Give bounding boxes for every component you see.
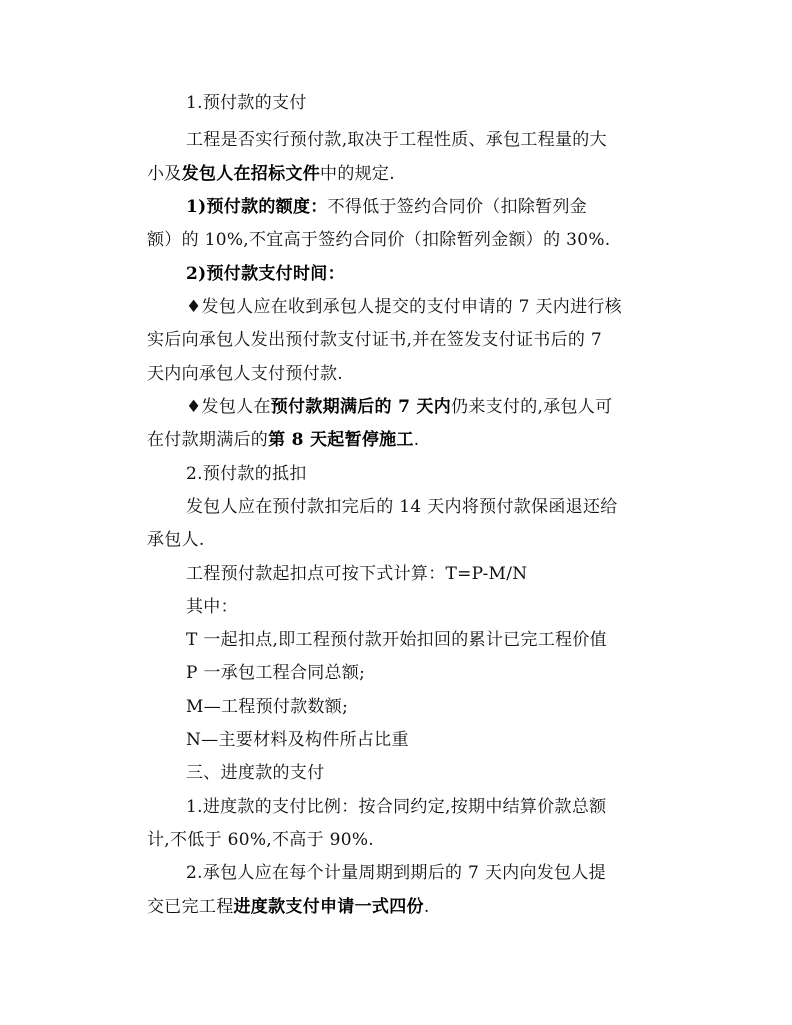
text-segment: 发包人应在预付款扣完后的 14 天内将预付款保函退还给	[186, 497, 618, 517]
text-segment: 2.承包人应在每个计量周期到期后的 7 天内向发包人提	[186, 863, 606, 883]
bold-segment: 预付款期满后的 7 天内	[270, 397, 452, 417]
text-segment: 承包人.	[147, 530, 205, 550]
heading-progress-payment	[186, 762, 686, 784]
text-segment: 不得低于签约合同价（扣除暂列金	[327, 197, 588, 217]
text-segment: ♦发包人在	[186, 397, 271, 417]
paragraph-line	[186, 396, 686, 418]
text-segment: 1.进度款的支付比例：按合同约定,按期中结算价款总额	[186, 797, 607, 817]
paragraph-line	[147, 363, 647, 385]
definition-line	[186, 662, 686, 684]
bold-segment: 1)预付款的额度：	[186, 197, 328, 217]
text-segment: M—工程预付款数额;	[186, 697, 349, 717]
paragraph-line	[147, 163, 647, 185]
text-segment: 工程是否实行预付款,取决于工程性质、承包工程量的大	[186, 130, 607, 150]
paragraph-line	[147, 896, 647, 918]
text-segment: 实后向承包人发出预付款支付证书,并在签发支付证书后的 7	[147, 330, 603, 350]
bold-segment: 2)预付款支付时间：	[186, 264, 345, 284]
paragraph-line	[147, 229, 647, 251]
text-segment: 仍来支付的,承包人可	[451, 397, 613, 417]
paragraph-line	[147, 329, 647, 351]
bold-segment: 第 8 天起暂停施工	[268, 430, 414, 450]
bold-segment: 发包人在招标文件	[181, 164, 321, 184]
paragraph-line	[147, 529, 647, 551]
text-segment: 中的规定.	[320, 164, 395, 184]
text-segment: 1.预付款的支付	[186, 93, 307, 113]
paragraph-line	[186, 496, 686, 518]
text-segment: 交已完工程	[147, 897, 234, 917]
paragraph-line	[186, 296, 686, 318]
text-segment: 额）的 10%,不宜高于签约合同价（扣除暂列金额）的 30%.	[147, 230, 611, 250]
paragraph-line	[186, 862, 686, 884]
text-segment: 小及	[147, 164, 182, 184]
bold-segment: 进度款支付申请一式四份	[233, 897, 424, 917]
definition-line	[186, 729, 686, 751]
text-segment: 工程预付款起扣点可按下式计算：T=P-M/N	[186, 564, 528, 584]
formula-line	[186, 563, 686, 585]
text-segment: 其中：	[186, 597, 238, 617]
text-segment: .	[413, 430, 420, 450]
text-segment: .	[423, 897, 430, 917]
text-segment: 计,不低于 60%,不高于 90%.	[147, 830, 374, 850]
paragraph-line	[186, 129, 686, 151]
text-segment: N—主要材料及构件所占比重	[186, 730, 409, 750]
paragraph-line	[186, 196, 686, 218]
definition-line	[186, 696, 686, 718]
paragraph-line	[147, 429, 647, 451]
heading-advance-payment	[186, 92, 686, 114]
text-segment: T 一起扣点,即工程预付款开始扣回的累计已完工程价值	[186, 630, 607, 650]
text-segment: 天内向承包人支付预付款.	[147, 364, 344, 384]
text-segment: 三、进度款的支付	[186, 763, 325, 783]
heading-deduction	[186, 463, 686, 485]
text-segment: 2.预付款的抵扣	[186, 464, 307, 484]
text-segment: 在付款期满后的	[147, 430, 269, 450]
text-segment: ♦发包人应在收到承包人提交的支付申请的 7 天内进行核	[186, 297, 622, 317]
subheading-payment-time	[186, 263, 686, 285]
text-segment: P 一承包工程合同总额;	[186, 663, 366, 683]
definition-line	[186, 629, 686, 651]
paragraph-line	[147, 829, 647, 851]
paragraph-line	[186, 596, 686, 618]
paragraph-line	[186, 796, 686, 818]
